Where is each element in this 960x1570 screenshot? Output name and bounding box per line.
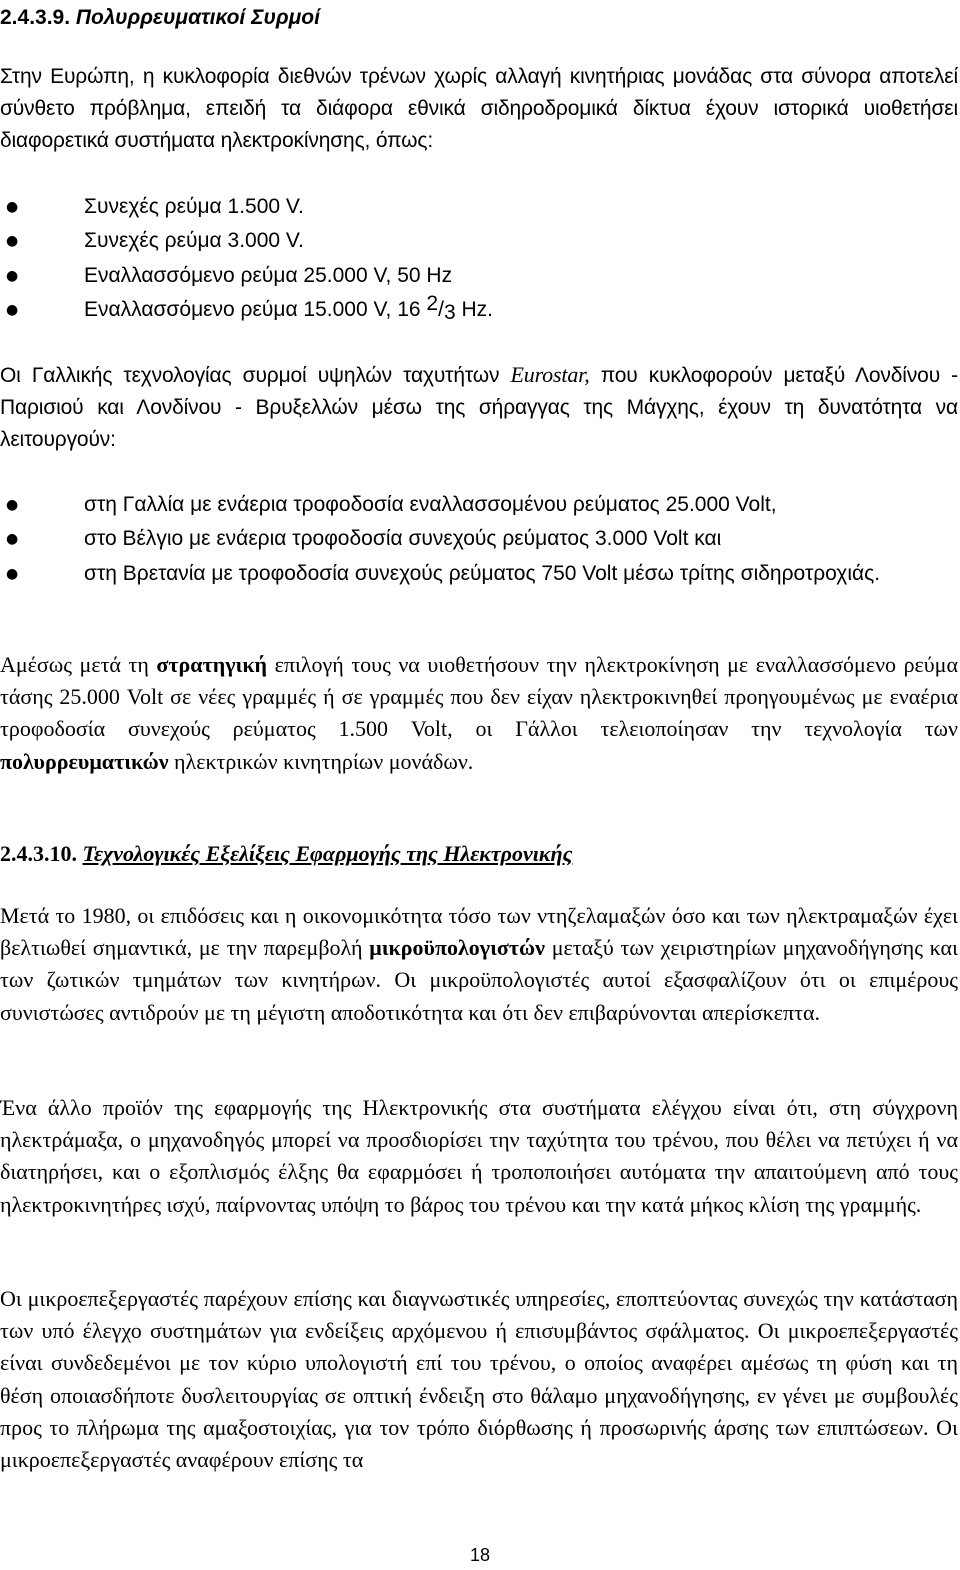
list-item-text: στη Βρετανία με τροφοδοσία συνεχούς ρεύματος 750 Volt μέσω τρίτης σιδηροτροχιάς. — [84, 561, 881, 585]
bullet-icon: ● — [6, 301, 19, 318]
strategy-bold-term: στρατηγική — [156, 652, 268, 677]
strategy-text-1: Αμέσως μετά τη — [0, 652, 157, 677]
eurostar-name: Eurostar, — [510, 362, 590, 387]
list-item-text: Εναλλασσόμενο ρεύμα 25.000 V, 50 Hz — [84, 263, 453, 287]
list-item — [0, 522, 958, 556]
section-title: Πολυρρευματικοί Συρμοί — [75, 6, 320, 29]
list-item-text: Εναλλασσόμενο ρεύμα 15.000 V, 16 — [84, 297, 427, 321]
section-number: 2.4.3.10. — [0, 841, 77, 866]
speed-control-paragraph: Ένα άλλο προϊόν της εφαρμογής της Ηλεκτρονικής στα συστήματα ελέγχου είναι ότι, στη σύγχρονη ηλεκτράμαξα, ο μηχανοδηγός μπορεί να προσδιορίσει την ταχύτητα του τρένου, που θέλει να πετύχει ή να διατηρήσει, και ο εξοπλισμός έλξης θα εφαρμόσει ή τροποποιήσει αυτόματα την απαιτούμενη από τους ηλεκτροκινητήρες ισχύ, παίρνοντας υπόψη το βάρος του τρένου και την κατά μήκος κλίση της γραμμής. — [0, 1095, 958, 1217]
section-heading-electronics — [0, 840, 960, 868]
fraction-numerator: 2 — [426, 291, 439, 315]
list-item — [0, 259, 958, 293]
list-item — [0, 293, 958, 327]
diagnostics-paragraph: Οι μικροεπεξεργαστές παρέχουν επίσης και διαγνωστικές υπηρεσίες, εποπτεύοντας συνεχώς την κατάσταση των υπό έλεγχο συστημάτων για ενδείξεις αρχόμενου ή επισυμβάντος σφάλματος. Οι μικροεπεξεργαστές είναι συνδεδεμένοι με τον κύριο υπολογιστή επί του τρένου, ο οποίος αναφέρει αμέσως τη φύση και τη θέση οποιασδήποτε δυσλειτουργίας σε οπτική ένδειξη στο θάλαμο μηχανοδήγησης, εν γένει με συμβουλές προς το πλήρωμα της αμαξοστοιχίας, για τον τρόπο διόρθωσης ή προσωρινής άρσης των επιπτώσεων. Οι μικροεπεξεργαστές αναφέρουν επίσης τα — [0, 1286, 958, 1473]
section-title: Τεχνολογικές Εξελίξεις Εφαρμογής της Ηλεκτρονικής — [82, 841, 573, 866]
section-heading-multicurrent — [0, 5, 960, 31]
bullet-icon: ● — [6, 565, 19, 582]
fraction-denominator: 3 — [443, 300, 456, 324]
list-item — [0, 488, 958, 522]
bullet-icon: ● — [6, 497, 19, 513]
list-item-suffix: Hz. — [455, 297, 493, 321]
bullet-icon: ● — [6, 267, 19, 284]
bullet-icon: ● — [6, 199, 19, 215]
section-number: 2.4.3.9. — [0, 6, 71, 29]
eurostar-paragraph — [0, 359, 958, 457]
bullet-icon: ● — [6, 233, 19, 250]
strategy-paragraph — [0, 649, 958, 778]
eurostar-text-after: που κυκλοφορούν μεταξύ Λονδίνου - Παρισιού και Λονδίνου - Βρυξελλών μέσω της σήραγγας της Μάγχης, έχουν τη δυνατότητα να λειτουργούν: — [0, 364, 958, 452]
microcomputers-paragraph — [0, 900, 958, 1029]
multicurrent-bold-term: πολυρρευματικών — [0, 748, 169, 774]
micro-text-2: μεταξύ των χειριστηρίων μηχανοδήγησης και των ζωτικών τμημάτων των κινητήρων. Οι μικροϋπολογιστές αυτοί εξασφαλίζουν ότι οι επιμέρους συνιστώσες αντιδρούν με τη μέγιστη αποδοτικότητα και ότι δεν επιβαρύνονται απερίσκεπτα. — [0, 935, 958, 1025]
list-item-text: Συνεχές ρεύμα 3.000 V. — [84, 229, 304, 253]
micro-text-1: Μετά το 1980, οι επιδόσεις και η οικονομικότητα τόσο των ντηζελαμαξών όσο και των ηλεκτραμαξών έχει βελτιωθεί σημαντικά, με την παρεμβολή — [0, 903, 958, 961]
list-item — [0, 557, 958, 591]
list-item-text: στη Γαλλία με ενάερια τροφοδοσία εναλλασσομένου ρεύματος 25.000 Volt, — [84, 493, 777, 516]
list-item — [0, 190, 958, 224]
bullet-icon: ● — [6, 531, 19, 548]
microcomputers-bold-term: μικροϋπολογιστών — [369, 935, 545, 961]
intro-paragraph: Στην Ευρώπη, η κυκλοφορία διεθνών τρένων χωρίς αλλαγή κινητήριας μονάδας στα σύνορα αποτελεί σύνθετο πρόβλημα, επειδή τα διάφορα εθνικά σιδηροδρομικά δίκτυα έχουν ιστορικά υιοθετήσει διαφορετικά συστήματα ηλεκτροκίνησης, όπως: — [0, 65, 958, 153]
fraction-separator: / — [438, 297, 444, 321]
electrification-systems-list — [0, 190, 958, 327]
list-item-text: στο Βέλγιο με ενάερια τροφοδοσία συνεχούς ρεύματος 3.000 Volt και — [84, 527, 722, 551]
list-item — [0, 224, 958, 258]
list-item-text: Συνεχές ρεύμα 1.500 V. — [84, 195, 304, 218]
page-number: 18 — [469, 1545, 491, 1565]
eurostar-text-before: Οι Γαλλικής τεχνολογίας συρμοί υψηλών ταχυτήτων — [0, 364, 511, 387]
countries-list — [0, 488, 958, 591]
strategy-text-2: επιλογή τους να υιοθετήσουν την ηλεκτροκίνηση με εναλλασσόμενο ρεύμα τάσης 25.000 Volt σε νέες γραμμές ή σε γραμμές που δεν είχαν ηλεκτροκινηθεί προηγουμένως με εναέρια τροφοδοσία συνεχούς ρεύματος 1.500 Volt, οι Γάλλοι τελειοποίησαν την τεχνολογία των — [0, 652, 959, 742]
strategy-text-3: ηλεκτρικών κινητηρίων μονάδων. — [168, 748, 474, 774]
